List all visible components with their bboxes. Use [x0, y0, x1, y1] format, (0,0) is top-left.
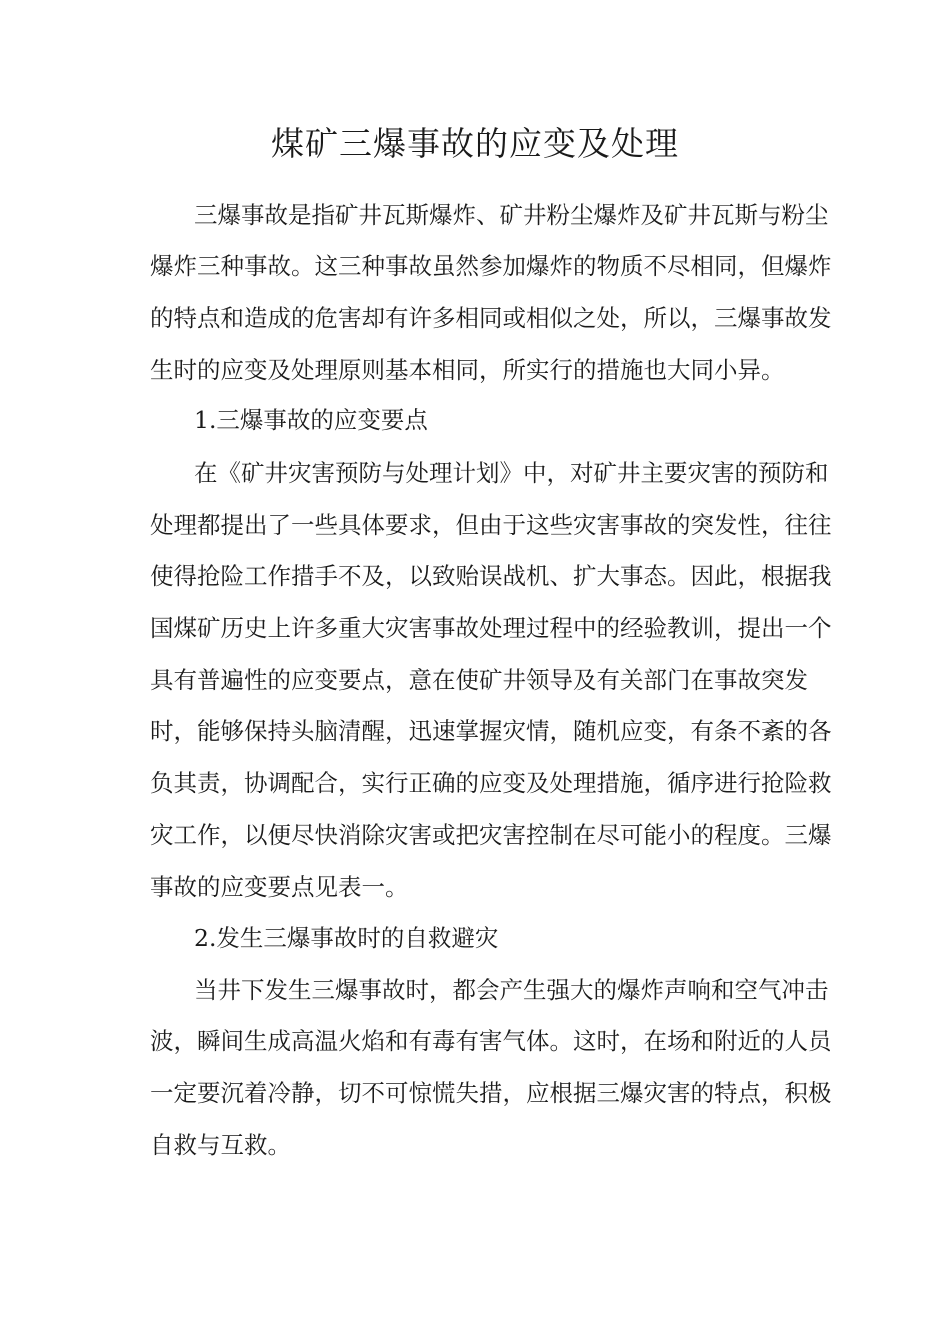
paragraph-3-line-2: 波，瞬间生成高温火焰和有毒有害气体。这时，在场和附近的人员	[150, 1027, 832, 1055]
paragraph-3-line-3: 一定要沉着冷静，切不可惊慌失措，应根据三爆灾害的特点，积极	[150, 1079, 832, 1107]
paragraph-3-line-4: 自救与互救。	[150, 1131, 291, 1159]
section-heading-2: 2.发生三爆事故时的自救避灾	[194, 924, 499, 952]
paragraph-2-line-7: 负其责，协调配合，实行正确的应变及处理措施，循序进行抢险救	[150, 769, 832, 797]
paragraph-2-line-2: 处理都提出了一些具体要求，但由于这些灾害事故的突发性，往往	[150, 511, 832, 539]
paragraph-1-line-3: 的特点和造成的危害却有许多相同或相似之处，所以，三爆事故发	[150, 304, 832, 332]
paragraph-1-line-4: 生时的应变及处理原则基本相同，所实行的措施也大同小异。	[150, 356, 785, 384]
paragraph-2-line-9: 事故的应变要点见表一。	[150, 873, 409, 901]
paragraph-1-line-2: 爆炸三种事故。这三种事故虽然参加爆炸的物质不尽相同，但爆炸	[150, 252, 832, 280]
paragraph-2-line-1: 在《矿井灾害预防与处理计划》中，对矿井主要灾害的预防和	[194, 459, 829, 487]
paragraph-2-line-5: 具有普遍性的应变要点，意在使矿井领导及有关部门在事故突发	[150, 666, 808, 694]
paragraph-2-line-6: 时，能够保持头脑清醒，迅速掌握灾情，随机应变，有条不紊的各	[150, 717, 832, 745]
paragraph-3-line-1: 当井下发生三爆事故时，都会产生强大的爆炸声响和空气冲击	[194, 976, 829, 1004]
section-heading-1: 1.三爆事故的应变要点	[194, 406, 428, 434]
paragraph-1-line-1: 三爆事故是指矿井瓦斯爆炸、矿井粉尘爆炸及矿井瓦斯与粉尘	[194, 201, 829, 229]
paragraph-2-line-8: 灾工作，以便尽快消除灾害或把灾害控制在尽可能小的程度。三爆	[150, 821, 832, 849]
document-title: 煤矿三爆事故的应变及处理	[271, 124, 679, 163]
paragraph-2-line-3: 使得抢险工作措手不及，以致贻误战机、扩大事态。因此，根据我	[150, 562, 832, 590]
paragraph-2-line-4: 国煤矿历史上许多重大灾害事故处理过程中的经验教训，提出一个	[150, 614, 832, 642]
